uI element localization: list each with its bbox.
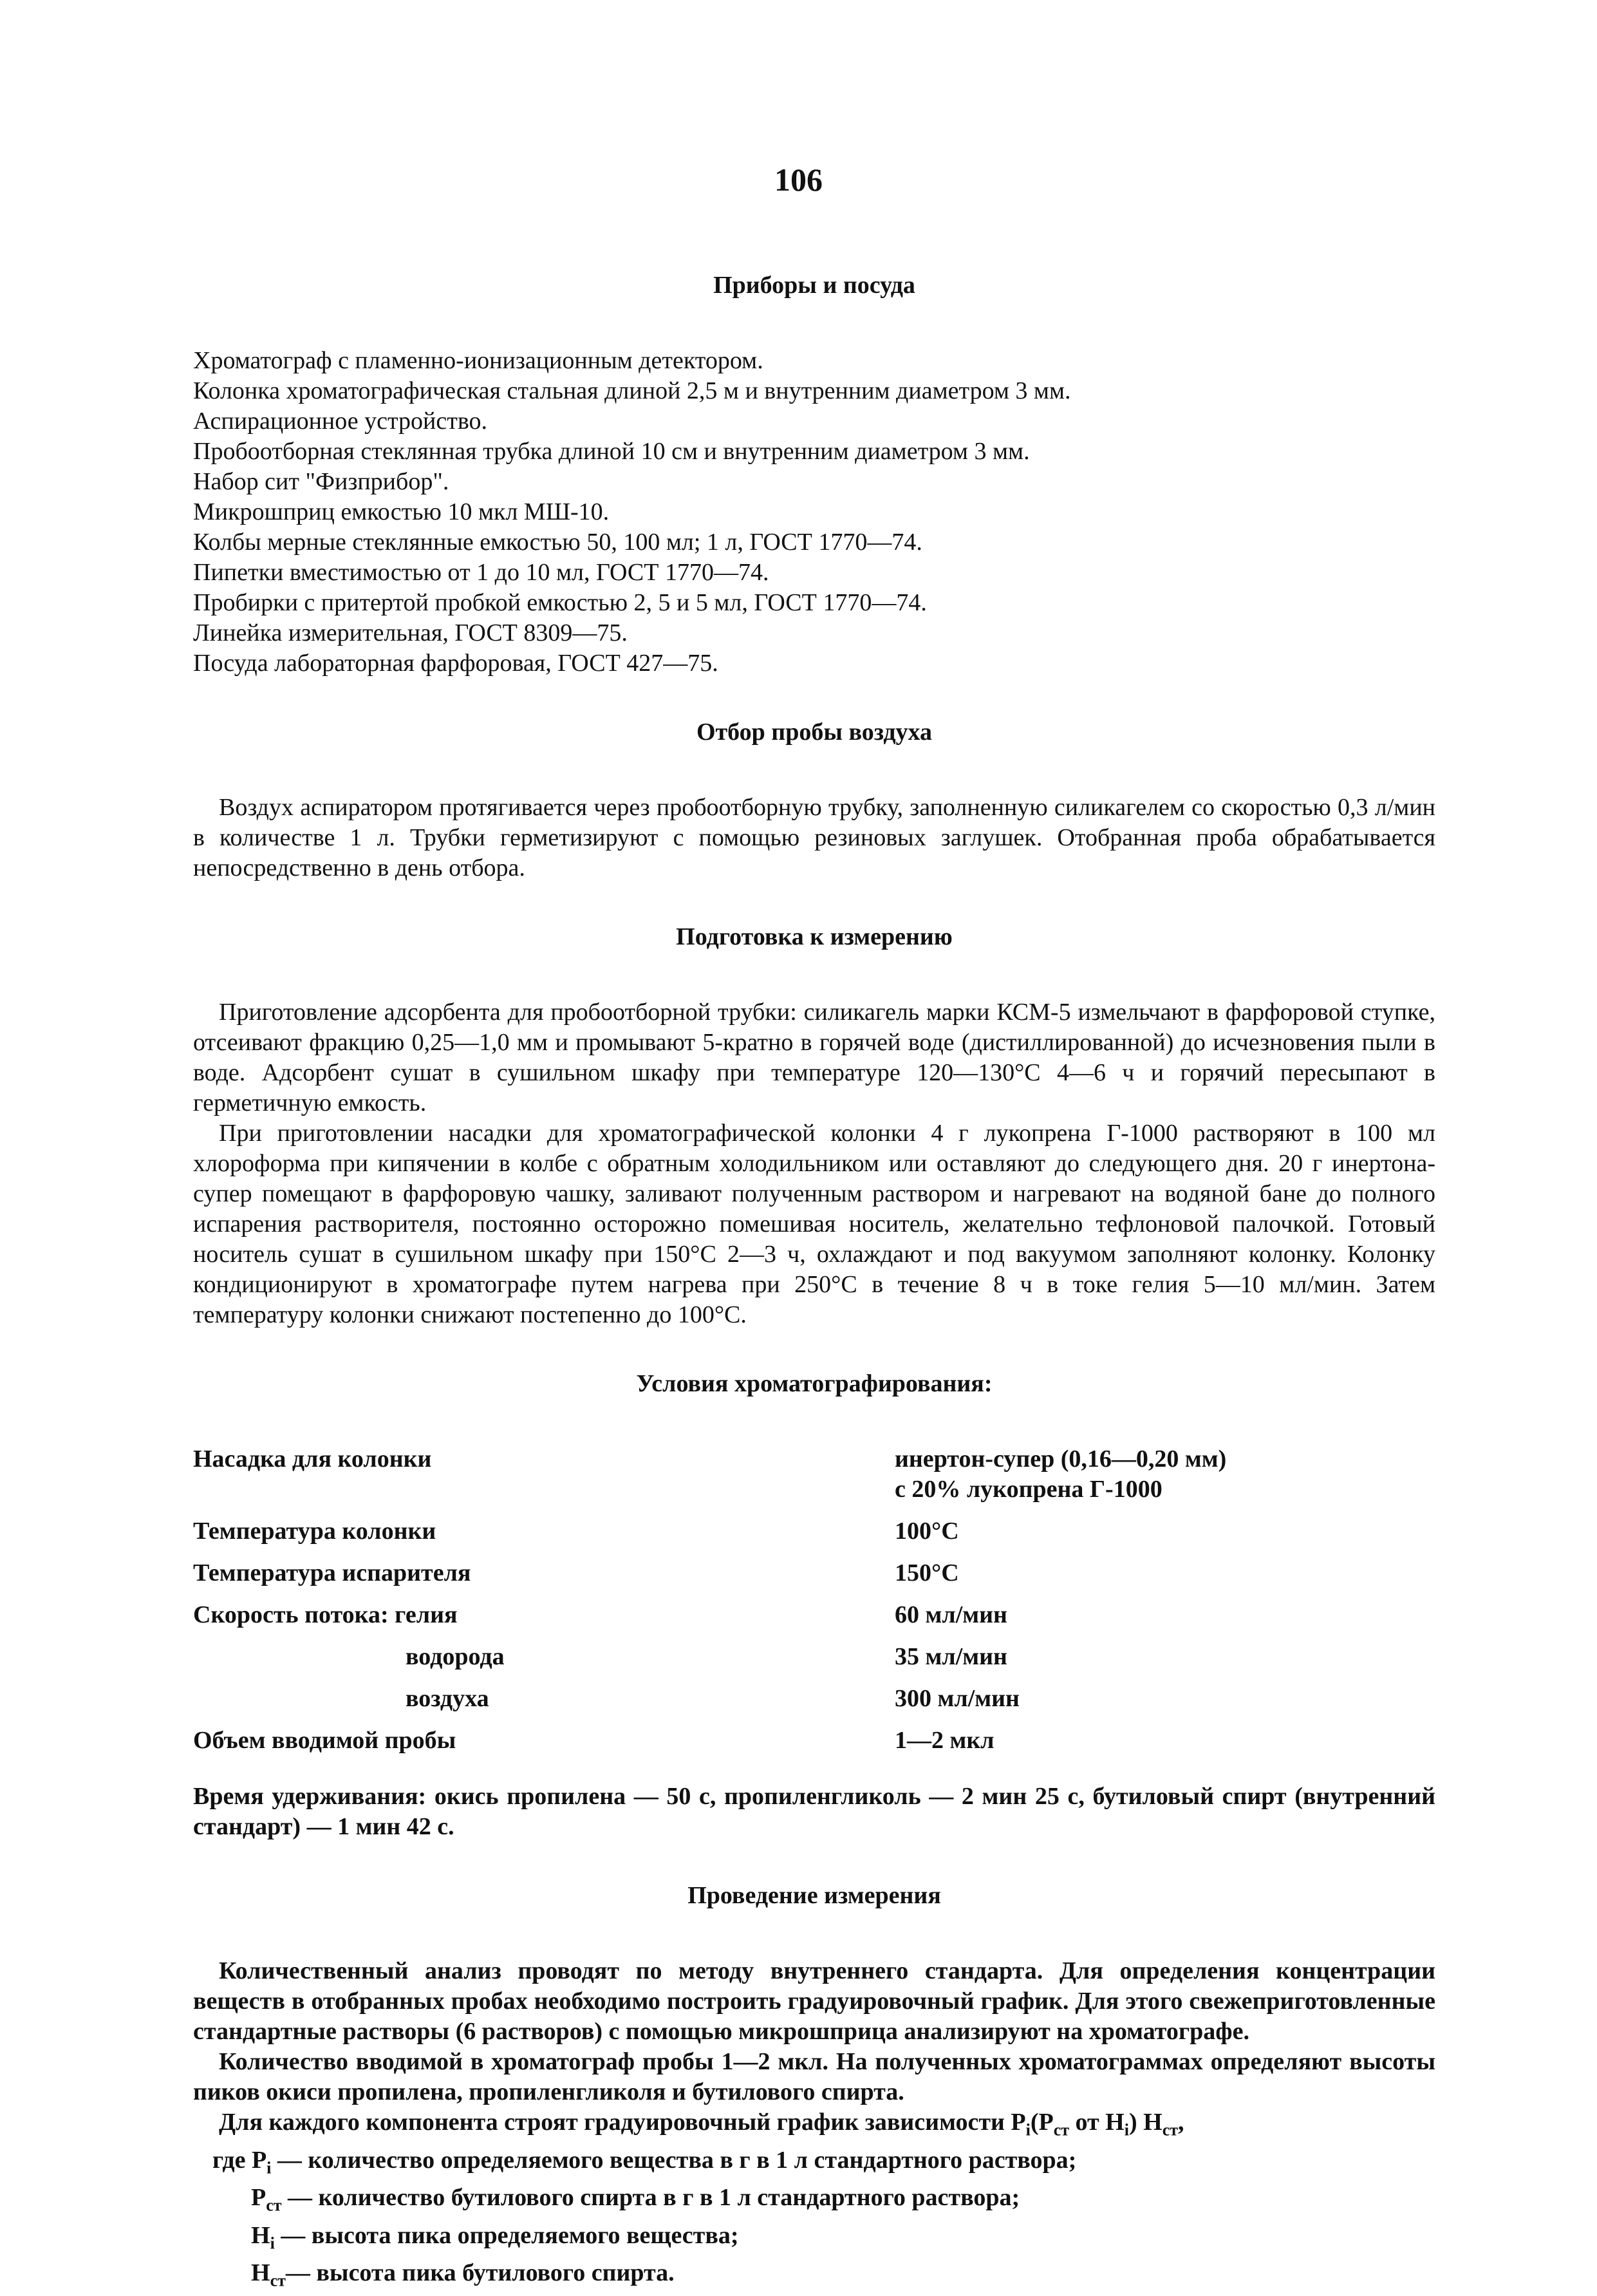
definition-item bbox=[193, 2258, 1435, 2296]
conditions-row bbox=[193, 1444, 1435, 1516]
document-body bbox=[193, 270, 1435, 2296]
graph-sub: ст bbox=[1053, 2120, 1070, 2140]
equipment-item: Пробирки с притертой пробкой емкостью 2, 5 и 5 мл, ГОСТ 1770—74. bbox=[193, 589, 927, 616]
preparation-paragraph: При приготовлении насадки для хроматографической колонки 4 г лукопрена Г-1000 растворяют в 100 мл хлороформа при кипячении в колбе с обратным холодильником или оставляют до следующего дня. 20 г инертона-супер помещают в фарфоровую чашку, заливают полученным раствором и нагревают на водяной бане до полного испарения растворителя, постоянно осторожно помешивая носитель, желательно тефлоновой палочкой. Готовый носитель сушат в сушильном шкафу при 150°С 2—3 ч, охлаждают и под вакуумом заполняют колонку. Колонку кондиционируют в хроматографе путем нагрева при 250°С в течение 8 ч в токе гелия 5—10 мл/мин. Затем температуру колонки снижают постепенно до 100°С. bbox=[193, 1120, 1435, 1328]
sampling-paragraph: Воздух аспиратором протягивается через пробоотборную трубку, заполненную силикагелем со скоростью 0,3 л/мин в количестве 1 л. Трубки герметизируют с помощью резиновых заглушек. Отобранная проба обрабатывается непосредственно в день отбора. bbox=[193, 794, 1435, 881]
definition-item bbox=[193, 2221, 1435, 2259]
conditions-table bbox=[193, 1444, 1435, 1767]
condition-param: Скорость потока: гелия bbox=[193, 1601, 458, 1628]
conditions-row bbox=[193, 1558, 1435, 1600]
measurement-paragraph: Количественный анализ проводят по методу внутреннего стандарта. Для определения концентрации веществ в отобранных пробах необходимо построить градуировочный график. Для этого свежеприготовленные стандартные растворы (6 растворов) с помощью микрошприца анализируют на хроматографе. bbox=[193, 1957, 1435, 2045]
section-title-conditions: Условия хроматографирования: bbox=[636, 1370, 993, 1397]
condition-value: 1—2 мкл bbox=[895, 1727, 995, 1754]
definition-subscript: ст bbox=[266, 2196, 282, 2215]
section-preparation bbox=[193, 922, 1435, 1330]
definition-subscript: i bbox=[270, 2234, 275, 2253]
equipment-item: Колонка хроматографическая стальная длиной 2,5 м и внутренним диаметром 3 мм. bbox=[193, 377, 1071, 404]
preparation-paragraph: Приготовление адсорбента для пробоотборной трубки: силикагель марки КСМ-5 измельчают в фарфоровой ступке, отсеивают фракцию 0,25—1,0 мм и промывают 5-кратно в горячей воде (дистиллированной) до исчезновения пыли в воде. Адсорбент сушат в сушильном шкафу при температуре 120—130°С 4—6 ч и горячий пересыпают в герметичную емкость. bbox=[193, 999, 1435, 1116]
condition-param: водорода bbox=[406, 1643, 505, 1670]
definition-symbol: P bbox=[251, 2184, 266, 2212]
graph-sub: i bbox=[1124, 2120, 1129, 2140]
graph-sub: ст bbox=[1162, 2120, 1179, 2140]
graph-text: ) H bbox=[1128, 2109, 1163, 2136]
condition-param: Объем вводимой пробы bbox=[193, 1727, 456, 1754]
section-title-measurement: Проведение измерения bbox=[687, 1882, 941, 1909]
section-title-sampling: Отбор пробы воздуха bbox=[696, 719, 933, 746]
equipment-item: Хроматограф с пламенно-ионизационным детектором. bbox=[193, 347, 763, 374]
definition-symbol: H bbox=[251, 2221, 270, 2249]
conditions-row bbox=[193, 1516, 1435, 1558]
graph-sub: i bbox=[1025, 2120, 1031, 2140]
condition-value: 60 мл/мин bbox=[895, 1601, 1007, 1628]
measurement-paragraph: Количество вводимой в хроматограф пробы 1—2 мкл. На полученных хроматограммах определяют высоты пиков окиси пропилена, пропиленгликоля и бутилового спирта. bbox=[193, 2048, 1435, 2105]
equipment-item: Линейка измерительная, ГОСТ 8309—75. bbox=[193, 619, 628, 646]
equipment-item: Микрошприц емкостью 10 мкл МШ-10. bbox=[193, 498, 610, 525]
definitions-list bbox=[193, 2145, 1435, 2296]
condition-param: Температура колонки bbox=[193, 1518, 436, 1545]
definition-text: — высота пика бутилового спирта. bbox=[285, 2259, 675, 2287]
definition-text: — количество бутилового спирта в г в 1 л стандартного раствора; bbox=[281, 2184, 1020, 2212]
section-title-instruments: Приборы и посуда bbox=[713, 272, 915, 299]
equipment-item: Набор сит "Физприбор". bbox=[193, 468, 449, 495]
section-sampling bbox=[193, 717, 1435, 883]
equipment-item: Колбы мерные стеклянные емкостью 50, 100 мл; 1 л, ГОСТ 1770—74. bbox=[193, 529, 922, 556]
conditions-row bbox=[193, 1684, 1435, 1726]
retention-paragraph: Время удерживания: окись пропилена — 50 с, пропиленгликоль — 2 мин 25 с, бутиловый спирт (внутренний стандарт) — 1 мин 42 с. bbox=[193, 1783, 1435, 1840]
graph-text: от H bbox=[1069, 2109, 1125, 2136]
graph-text: Для каждого компонента строят градуировочный график зависимости P bbox=[219, 2109, 1026, 2136]
section-measurement bbox=[193, 1881, 1435, 2296]
graph-dependency-line bbox=[193, 2107, 1435, 2145]
condition-value: 150°С bbox=[895, 1559, 959, 1586]
equipment-list bbox=[193, 346, 1435, 679]
definition-subscript: ст bbox=[270, 2271, 286, 2290]
condition-value-line: с 20% лукопрена Г-1000 bbox=[895, 1476, 1163, 1503]
section-title-preparation: Подготовка к измерению bbox=[676, 923, 953, 950]
definition-item bbox=[193, 2183, 1435, 2221]
condition-value: 300 мл/мин bbox=[895, 1685, 1020, 1712]
condition-value bbox=[895, 1444, 1435, 1516]
equipment-item: Пробоотборная стеклянная трубка длиной 10 см и внутренним диаметром 3 мм. bbox=[193, 438, 1030, 465]
condition-value-line: инертон-супер (0,16—0,20 мм) bbox=[895, 1445, 1227, 1473]
graph-text: , bbox=[1178, 2109, 1184, 2136]
section-conditions bbox=[193, 1369, 1435, 1842]
condition-param: Насадка для колонки bbox=[193, 1445, 432, 1473]
conditions-row bbox=[193, 1642, 1435, 1684]
definition-symbol: где P bbox=[212, 2146, 267, 2174]
equipment-item: Посуда лабораторная фарфоровая, ГОСТ 427—75. bbox=[193, 650, 718, 677]
equipment-item: Аспирационное устройство. bbox=[193, 408, 488, 435]
condition-param: воздуха bbox=[406, 1685, 489, 1712]
definition-text: — количество определяемого вещества в г в 1 л стандартного раствора; bbox=[271, 2146, 1077, 2174]
definition-subscript: i bbox=[266, 2158, 272, 2178]
definition-item bbox=[193, 2145, 1435, 2183]
definition-text: — высота пика определяемого вещества; bbox=[274, 2221, 739, 2249]
section-instruments bbox=[193, 270, 1435, 679]
condition-value: 100°С bbox=[895, 1518, 959, 1545]
condition-value: 35 мл/мин bbox=[895, 1643, 1007, 1670]
condition-param: Температура испарителя bbox=[193, 1559, 471, 1586]
definition-symbol: H bbox=[251, 2259, 270, 2287]
conditions-row bbox=[193, 1600, 1435, 1642]
graph-text: (P bbox=[1030, 2109, 1054, 2136]
equipment-item: Пипетки вместимостью от 1 до 10 мл, ГОСТ 1770—74. bbox=[193, 559, 769, 586]
page-number: 106 bbox=[774, 162, 823, 198]
conditions-row bbox=[193, 1726, 1435, 1767]
